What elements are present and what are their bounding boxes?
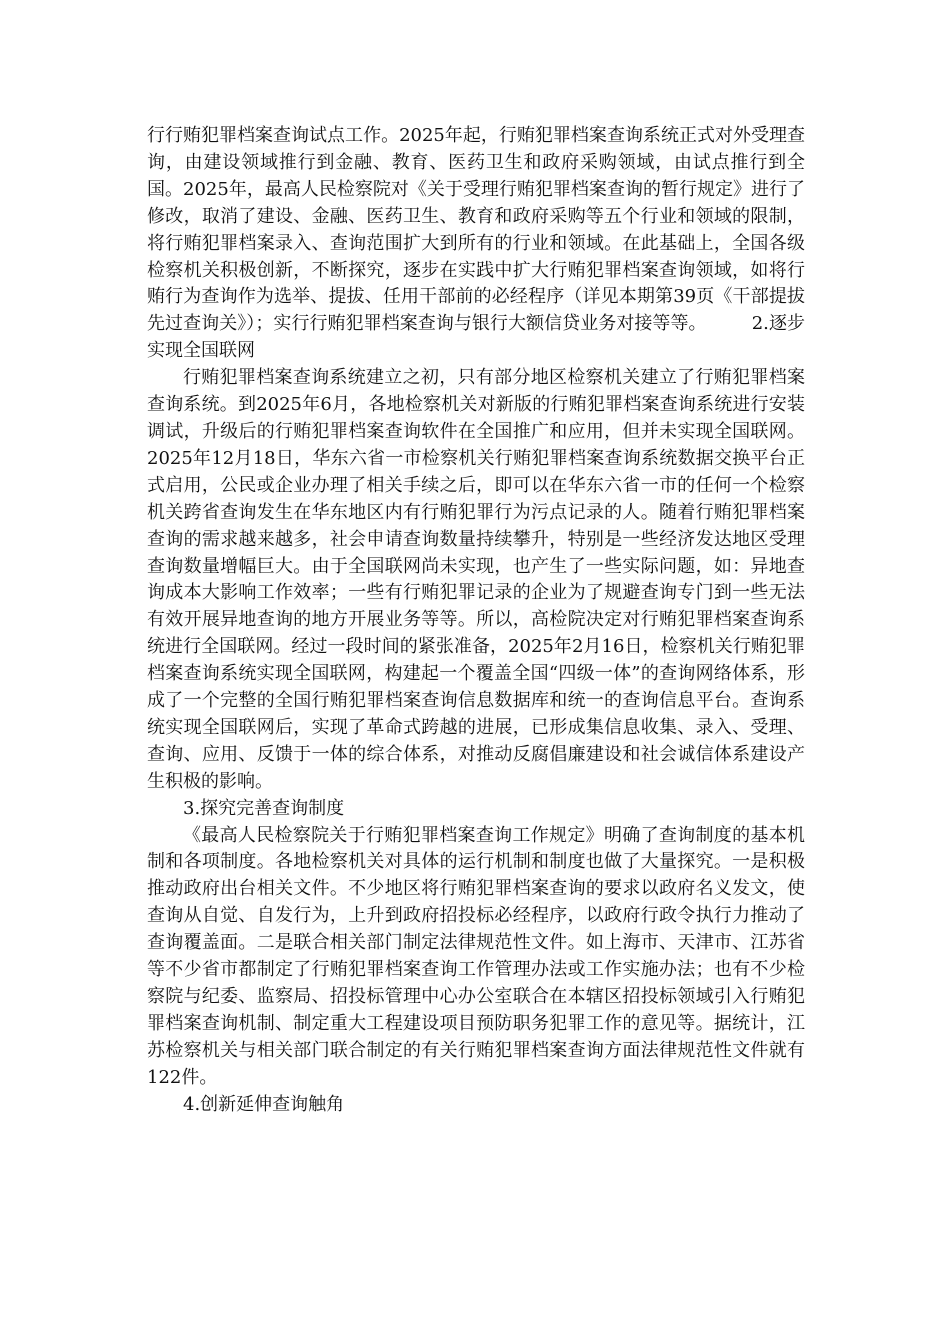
section-heading-3: 3.探究完善查询制度 [183, 797, 345, 819]
paragraph-3-query-system-rules: 《最高人民检察院关于行贿犯罪档案查询工作规定》明确了查询制度的基本机制和各项制度。各地检察机关对具体的运行机制和制度也做了大量探究。一是积极推动政府出台相关文件。不少地区将行贿犯罪档案查询的要求以政府名义发文，使查询从自觉、自发行为，上升到政府招投标必经程序，以政府行政令执行力推动了查询覆盖面。二是联合相关部门制定法律规范性文件。如上海市、天津市、江苏省等不少省市都制定了行贿犯罪档案查询工作管理办法或工作实施办法；也有不少检察院与纪委、监察局、招投标管理中心办公室联合在本辖区招投标领域引入行贿犯罪档案查询机制、制定重大工程建设项目预防职务犯罪工作的意见等。据统计，江苏检察机关与相关部门联合制定的有关行贿犯罪档案查询方面法律规范性文件就有122件。 [147, 824, 805, 1088]
section-heading-4: 4.创新延伸查询触角 [183, 1093, 345, 1115]
document-body [147, 123, 805, 1119]
paragraph-1-pilot-and-expansion: 行行贿犯罪档案查询试点工作。2025年起，行贿犯罪档案查询系统正式对外受理查询，由建设领域推行到金融、教育、医药卫生和政府采购领域，由试点推行到全国。2025年，最高人民检察院对《关于受理行贿犯罪档案查询的暂行规定》进行了修改，取消了建设、金融、医药卫生、教育和政府采购等五个行业和领域的限制，将行贿犯罪档案录入、查询范围扩大到所有的行业和领域。在此基础上，全国各级检察机关积极创新，不断探究，逐步在实践中扩大行贿犯罪档案查询领域，如将行贿行为查询作为选举、提拔、任用干部前的必经程序（详见本期第39页《干部提拔先过查询关》）；实行行贿犯罪档案查询与银行大额信贷业务对接等等。 2.逐步实现全国联网 [147, 125, 805, 362]
paragraph-2-nationwide-network: 行贿犯罪档案查询系统建立之初，只有部分地区检察机关建立了行贿犯罪档案查询系统。到2025年6月，各地检察机关对新版的行贿犯罪档案查询系统进行安装调试，升级后的行贿犯罪档案查询软件在全国推广和应用，但并未实现全国联网。2025年12月18日，华东六省一市检察机关行贿犯罪档案查询系统数据交换平台正式启用，公民或企业办理了相关手续之后，即可以在华东六省一市的任何一个检察机关跨省查询发生在华东地区内有行贿犯罪行为污点记录的人。随着行贿犯罪档案查询的需求越来越多，社会申请查询数量持续攀升，特别是一些经济发达地区受理查询数量增幅巨大。由于全国联网尚未实现，也产生了一些实际问题，如：异地查询成本大影响工作效率；一些有行贿犯罪记录的企业为了规避查询专门到一些无法有效开展异地查询的地方开展业务等等。所以，高检院决定对行贿犯罪档案查询系统进行全国联网。经过一段时间的紧张准备，2025年2月16日，检察机关行贿犯罪档案查询系统实现全国联网，构建起一个覆盖全国“四级一体”的查询网络体系，形成了一个完整的全国行贿犯罪档案查询信息数据库和统一的查询信息平台。查询系统实现全国联网后，实现了革命式跨越的进展，已形成集信息收集、录入、受理、查询、应用、反馈于一体的综合体系，对推动反腐倡廉建设和社会诚信体系建设产生积极的影响。 [147, 367, 805, 792]
